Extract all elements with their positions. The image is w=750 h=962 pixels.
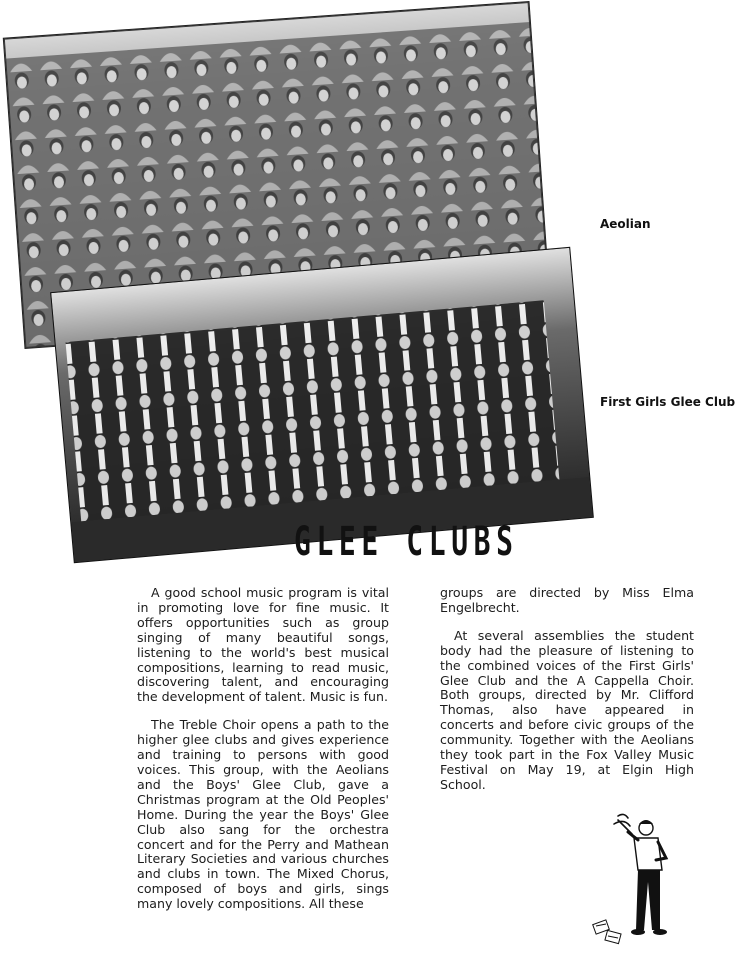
glee-club-group-photo: [51, 248, 593, 562]
conductor-illustration: [588, 810, 678, 950]
aeolian-caption: Aeolian: [600, 217, 651, 231]
paragraph: The Treble Choir opens a path to the higher glee clubs and gives experience and training to persons with good voices. This group, with the Aeolians and the Boys' Glee Club, gave a Christmas program at the Old Peoples' Home. During the year the Boys' Glee Club also sang for the orchestra concert and for the Perry and Mathean Literary Societies and various churches and clubs in town. The Mixed Chorus, composed of boys and girls, sings many lovely compositions. All these: [137, 717, 389, 912]
article-left-column: [137, 586, 389, 925]
glee-club-caption: First Girls Glee Club: [600, 395, 736, 409]
glee-club-photo-image: [51, 248, 593, 562]
paragraph: groups are directed by Miss Elma Engelbrecht.: [440, 585, 694, 615]
paragraph: At several assemblies the student body had the pleasure of listening to the combined voices of the First Girls' Glee Club and the A Cappella Choir. Both groups, directed by Mr. Clifford Thomas, also have appeared in concerts and before civic groups of the community. Together with the Aeolians they took part in the Fox Valley Music Festival on May 19, at Elgin High School.: [440, 627, 694, 792]
paragraph: A good school music program is vital in promoting love for fine music. It offers opportunities such as group singing of many beautiful songs, listening to the world's best musical compositions, learning to read music, discovering talent, and encouraging the development of talent. Music is fun.: [137, 585, 389, 705]
article-right-column: [440, 586, 694, 806]
page-title: GLEE CLUBS: [294, 519, 519, 565]
